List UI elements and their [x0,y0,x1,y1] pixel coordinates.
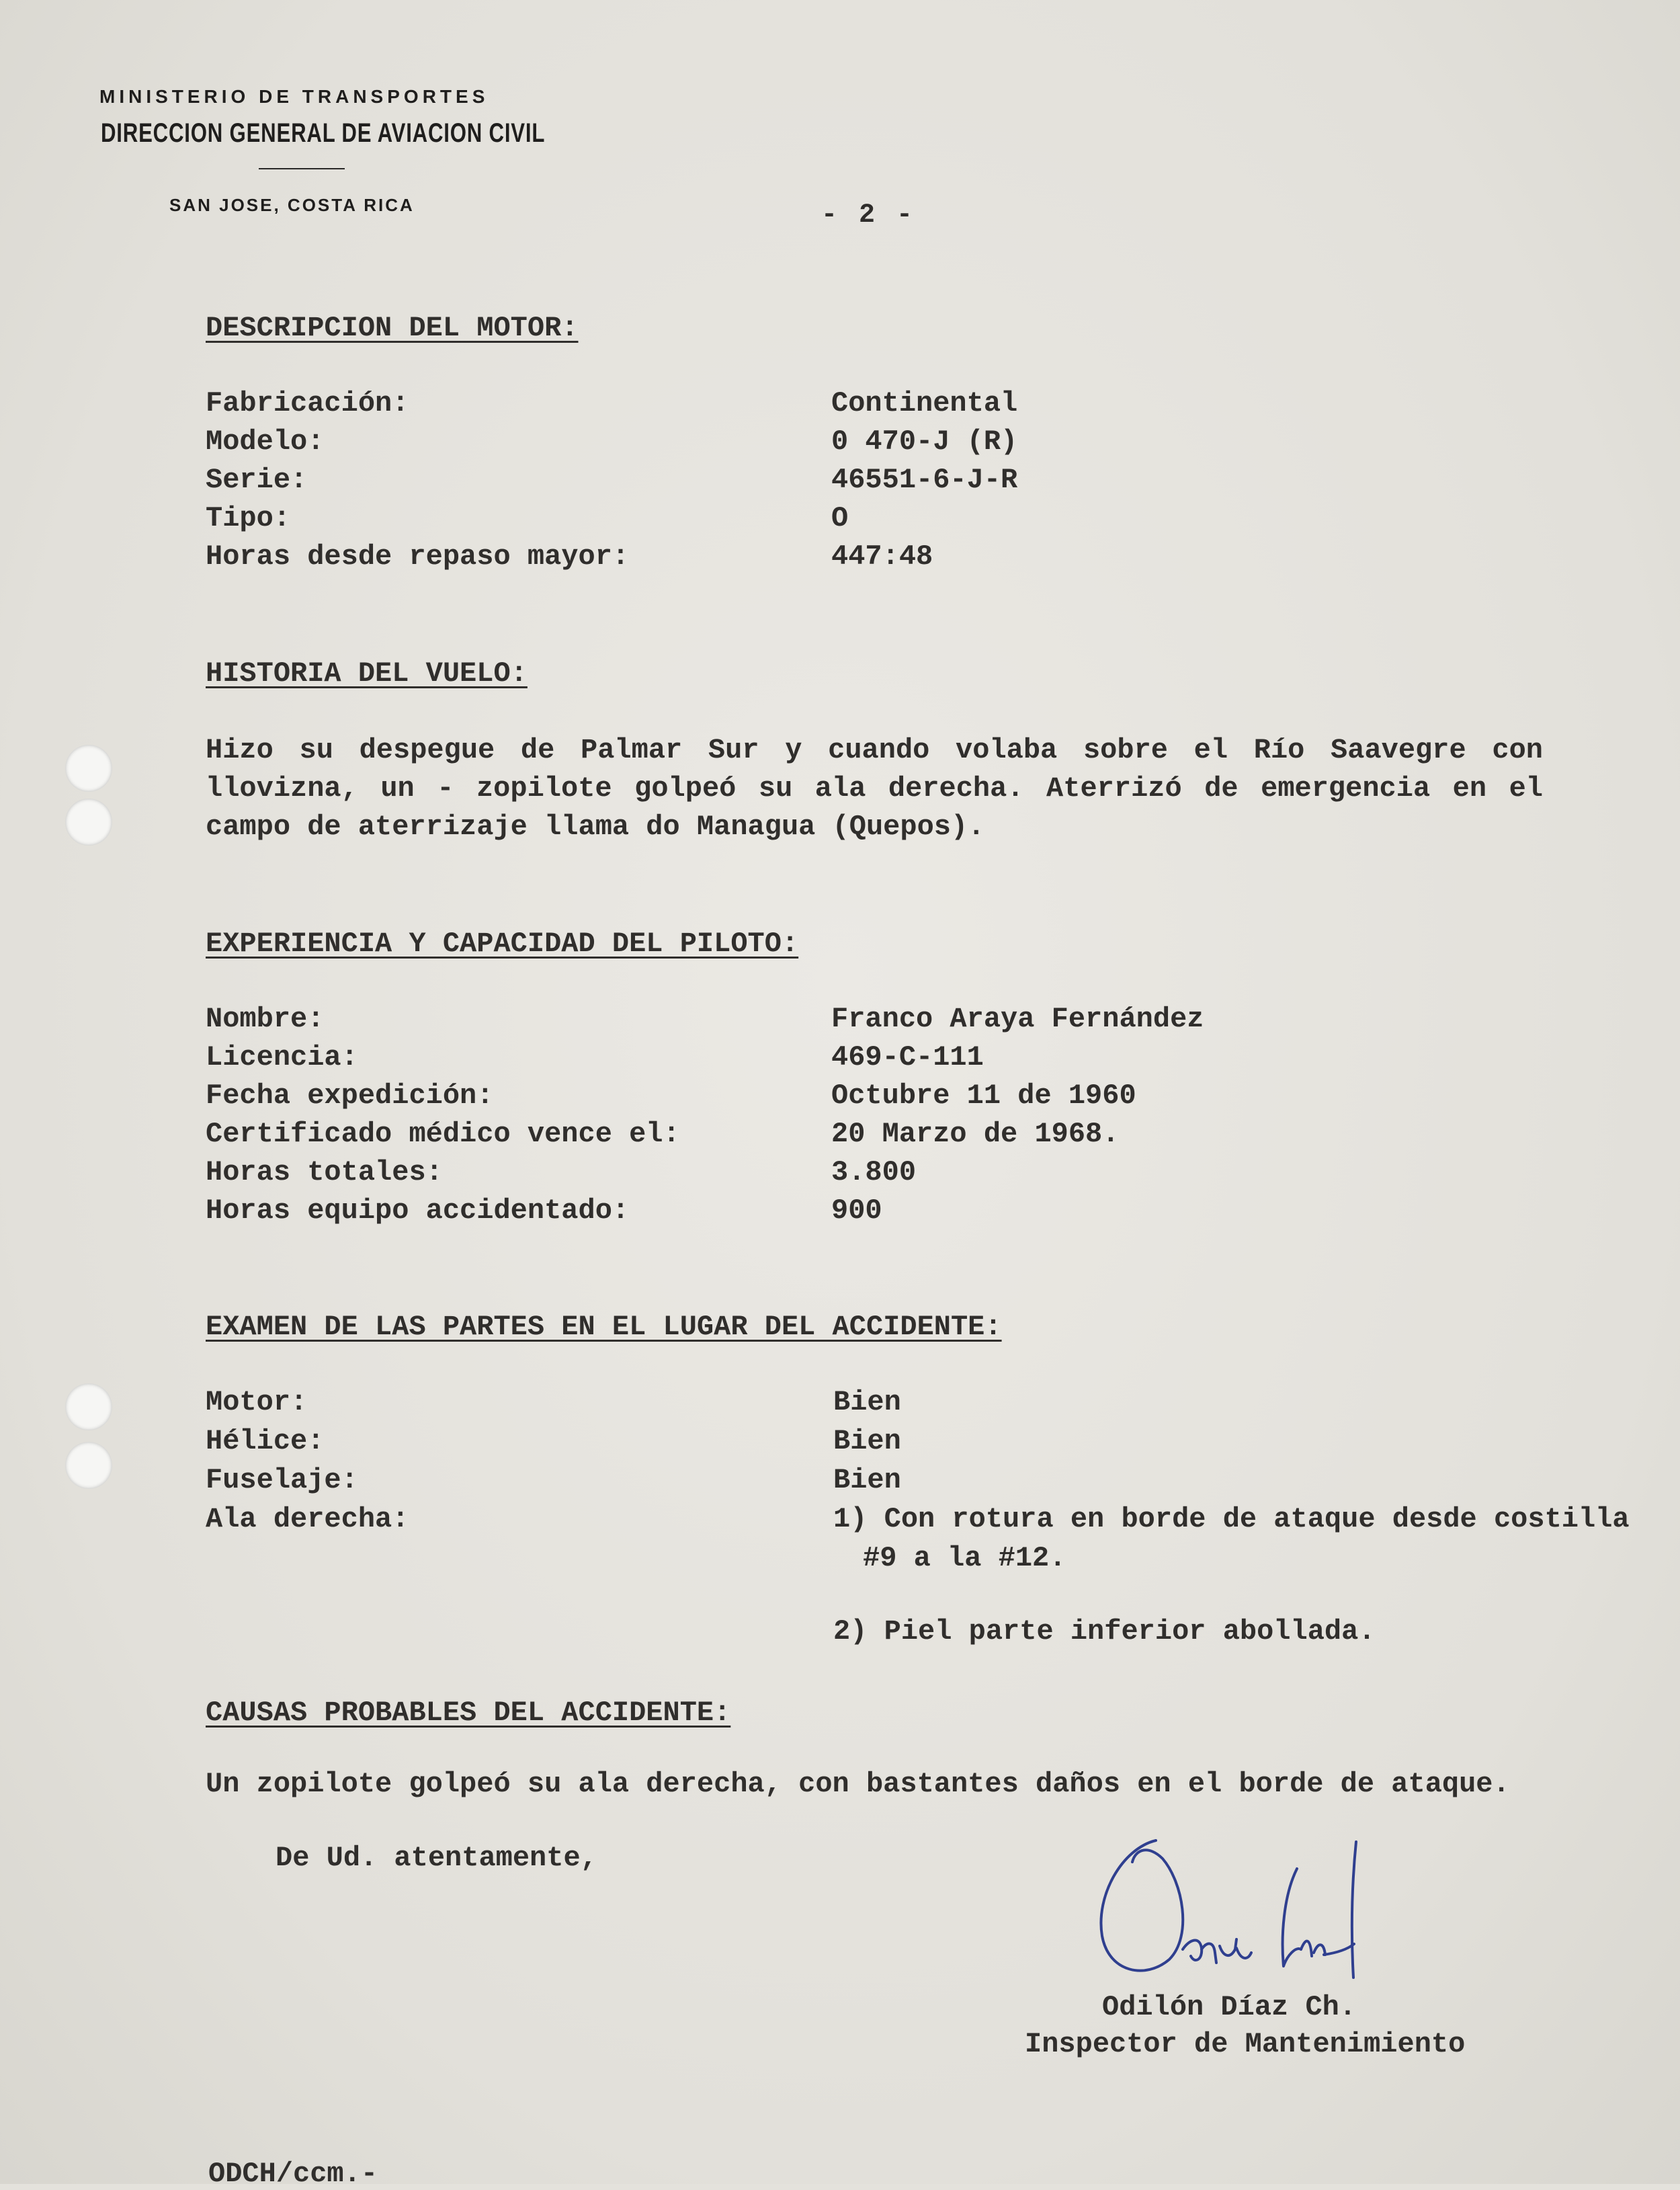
pilot-value: Franco Araya Fernández [831,1003,1204,1035]
exam-wing-line2: #9 a la #12. [863,1542,1066,1574]
exam-value: Bien [833,1425,901,1457]
closing-text: De Ud. atentamente, [276,1842,597,1874]
letterhead-directorate: DIRECCION GENERAL DE AVIACION CIVIL [101,118,546,148]
punch-hole [65,799,112,846]
exam-wing-item2: 2) Piel parte inferior abollada. [833,1615,1376,1648]
history-heading: HISTORIA DEL VUELO: [206,657,528,690]
letterhead-ministry: MINISTERIO DE TRANSPORTES [99,86,489,107]
motor-value: O [831,502,849,534]
motor-label: Fabricación: [206,387,409,419]
pilot-label: Fecha expedición: [206,1080,494,1112]
pilot-value: 900 [831,1194,882,1227]
exam-value: Bien [833,1386,901,1418]
motor-label: Horas desde repaso mayor: [206,540,630,573]
pilot-label: Horas equipo accidentado: [206,1194,630,1227]
punch-hole [65,1383,112,1430]
motor-heading: DESCRIPCION DEL MOTOR: [206,312,579,344]
motor-label: Modelo: [206,425,325,458]
exam-label: Ala derecha: [206,1503,409,1535]
pilot-heading: EXPERIENCIA Y CAPACIDAD DEL PILOTO: [206,928,799,960]
handwritten-signature [1082,1822,1391,1996]
exam-label: Motor: [206,1386,308,1418]
exam-heading: EXAMEN DE LAS PARTES EN EL LUGAR DEL ACCIDENTE: [206,1311,1002,1343]
reference-initials: ODCH/ccm.- [208,2158,378,2190]
motor-label: Tipo: [206,502,291,534]
pilot-value: 469-C-111 [831,1041,984,1073]
motor-value: 0 470-J (R) [831,425,1018,458]
pilot-value: 20 Marzo de 1968. [831,1118,1120,1150]
exam-label: Hélice: [206,1425,325,1457]
motor-value: 46551-6-J-R [831,464,1018,496]
motor-value: 447:48 [831,540,933,573]
history-text: Hizo su despegue de Palmar Sur y cuando volaba sobre el Río Saavegre con llovizna, un - zopilote golpeó su ala derecha. Aterrizó de emergencia en el campo de aterrizaje llama do Managua (Quepos). [206,734,1543,843]
motor-label: Serie: [206,464,308,496]
motor-value: Continental [831,387,1018,419]
letterhead-divider [259,168,345,169]
pilot-label: Horas totales: [206,1156,443,1188]
signer-title: Inspector de Mantenimiento [1025,2028,1466,2060]
punch-hole [65,1442,112,1489]
pilot-label: Certificado médico vence el: [206,1118,680,1150]
exam-value: Bien [833,1464,901,1496]
pilot-label: Licencia: [206,1041,358,1073]
causes-heading: CAUSAS PROBABLES DEL ACCIDENTE: [206,1697,731,1729]
exam-label: Fuselaje: [206,1464,358,1496]
causes-text: Un zopilote golpeó su ala derecha, con bastantes daños en el borde de ataque. [206,1768,1510,1800]
page-number: - 2 - [821,200,916,231]
pilot-label: Nombre: [206,1003,325,1035]
signer-name: Odilón Díaz Ch. [1102,1991,1357,2023]
pilot-value: Octubre 11 de 1960 [831,1080,1136,1112]
letterhead-location: SAN JOSE, COSTA RICA [169,195,415,215]
exam-value: 1) Con rotura en borde de ataque desde costilla [833,1503,1630,1535]
punch-hole [65,745,112,792]
pilot-value: 3.800 [831,1156,917,1188]
